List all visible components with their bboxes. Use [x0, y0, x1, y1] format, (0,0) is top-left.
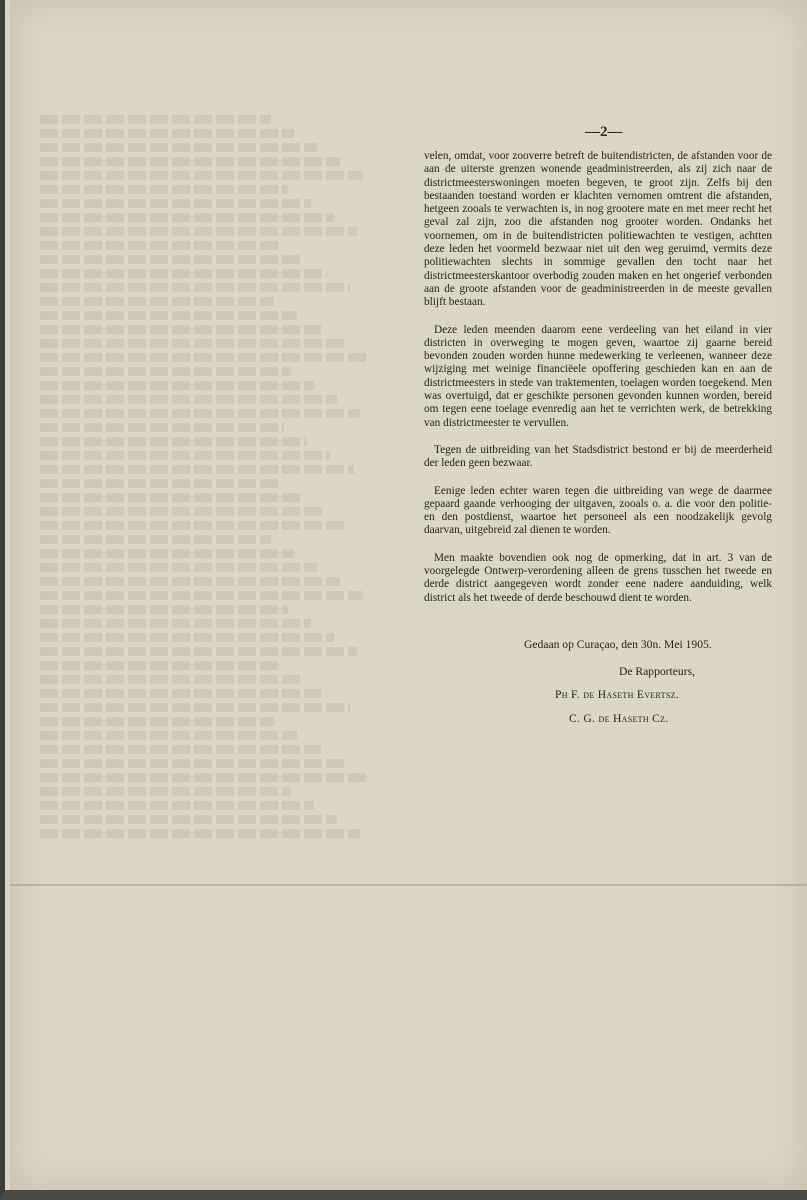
paragraph-4: Eenige leden echter waren tegen die uitbreiding van wege de daarmee gepaard gaande verhooging der uitgaven, zooals o. a. die voor den politie- en den postdienst, waartoe het personeel als een noodzakelijk gevolg daarvan, uitgebreid zal dienen te worden. [424, 484, 772, 537]
page-number: —2— [585, 124, 623, 140]
paragraph-3: Tegen de uitbreiding van het Stadsdistrict bestond er bij de meerderheid der leden geen bezwaar. [424, 443, 772, 470]
bleed-through-line [40, 157, 340, 166]
bleed-through-text [40, 110, 370, 880]
bleed-through-line [40, 283, 350, 292]
bleed-through-line [40, 563, 317, 572]
bleed-through-line [40, 409, 360, 418]
bleed-through-line [40, 381, 314, 390]
bleed-through-line [40, 549, 294, 558]
bleed-through-line [40, 241, 281, 250]
bleed-through-line [40, 395, 337, 404]
bleed-through-line [40, 633, 334, 642]
bleed-through-line [40, 465, 354, 474]
bleed-through-line [40, 437, 307, 446]
bleed-through-line [40, 185, 288, 194]
bleed-through-line [40, 353, 367, 362]
bleed-through-line [40, 815, 337, 824]
fold-line [10, 884, 807, 886]
bleed-through-line [40, 773, 367, 782]
bleed-through-line [40, 605, 288, 614]
bleed-through-line [40, 619, 311, 628]
bleed-through-line [40, 199, 311, 208]
rapporteurs-label: De Rapporteurs, [619, 665, 695, 678]
bleed-through-line [40, 759, 344, 768]
body-text [424, 150, 772, 619]
paragraph-5: Men maakte bovendien ook nog de opmerking, dat in art. 3 van de voorgelegde Ontwerp-verordening alleen de grens tusschen het tweede en derde district aangegeven wordt zonder eene nadere aanduiding, welk district als het tweede of derde beschouwd dient te worden. [424, 551, 772, 604]
bleed-through-line [40, 367, 291, 376]
bleed-through-line [40, 801, 314, 810]
bleed-through-line [40, 703, 350, 712]
bleed-through-line [40, 269, 327, 278]
bleed-through-line [40, 717, 274, 726]
bleed-through-line [40, 129, 294, 138]
bleed-through-line [40, 423, 284, 432]
date-line: Gedaan op Curaçao, den 30n. Mei 1905. [524, 638, 712, 651]
bleed-through-line [40, 115, 271, 124]
paragraph-1: velen, omdat, voor zooverre betreft de buitendistricten, de afstanden voor de aan de uiterste grenzen wonende geadministreerden, als zij zich naar de districtmeesterswoningen moeten begeven, te groot zijn. Zelfs bij den bestaanden toestand worden er klachten vernomen omtrent die afstanden, hetgeen zooals te verwachten is, in nog grootere mate en met meer recht het geval zal zijn, zoo die afstanden nog grooter worden. Ondanks het voornemen, om in de buitendistricten politiewachten te vestigen, achtten deze leden het voormeld bezwaar niet uit den weg geruimd, vermits deze politiewachten slechts in sommige gevallen den tocht naar het districtmeesterskantoor overbodig zouden maken en het ongerief verbonden aan de groote afstanden voor de geadministreerden in de meeste gevallen blijft bestaan. [424, 150, 772, 309]
bleed-through-line [40, 339, 344, 348]
bleed-through-line [40, 745, 321, 754]
bleed-through-line [40, 689, 327, 698]
bleed-through-line [40, 675, 304, 684]
signatory-2: C. G. de Haseth Cz. [569, 712, 669, 725]
bleed-through-line [40, 479, 278, 488]
bleed-through-line [40, 661, 281, 670]
bleed-through-line [40, 591, 363, 600]
paragraph-2: Deze leden meenden daarom eene verdeeling van het eiland in vier districten in overweging te mogen geven, waartoe zij gaarne bereid bevonden zouden worden hunne medewerking te verleenen, wanneer deze wijziging met weinige financiëele opoffering geschieden kan en aan de districtmeesters in stede van traktementen, toelagen worden toegekend. Men was overtuigd, dat er geschikte personen gevonden kunnen worden, bereid om tegen eene toelage evenredig aan het te verrichten werk, de betrekking van districtmeester te vervullen. [424, 323, 772, 429]
bleed-through-line [40, 227, 357, 236]
bleed-through-line [40, 521, 347, 530]
bleed-through-line [40, 731, 297, 740]
bleed-through-line [40, 577, 340, 586]
bleed-through-line [40, 535, 271, 544]
bleed-through-line [40, 787, 291, 796]
bleed-through-line [40, 213, 334, 222]
bleed-through-line [40, 325, 321, 334]
bleed-through-line [40, 171, 363, 180]
signatory-1: Ph F. de Haseth Evertsz. [555, 688, 679, 701]
bleed-through-line [40, 647, 357, 656]
bleed-through-line [40, 311, 297, 320]
bleed-through-line [40, 255, 304, 264]
bleed-through-line [40, 493, 301, 502]
bleed-through-line [40, 451, 330, 460]
bleed-through-line [40, 143, 317, 152]
bleed-through-line [40, 297, 274, 306]
bleed-through-line [40, 829, 360, 838]
bleed-through-line [40, 507, 324, 516]
